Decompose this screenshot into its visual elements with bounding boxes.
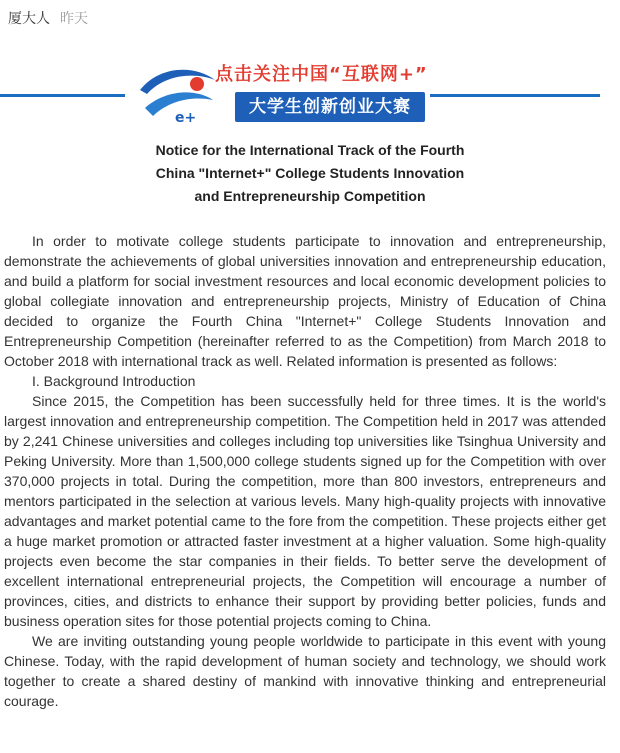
competition-banner[interactable] [135, 52, 435, 132]
banner-tagline: 点击关注中国“互联网+” [215, 64, 428, 85]
banner-line-left [0, 94, 125, 97]
paragraph-background: Since 2015, the Competition has been successfully held for three times. It is the world's largest innovation and entrepreneurship competition. The Competition held in 2017 was attended by 2,241 Chinese universities and colleges including top universities like Tsinghua University and Peking University. More than 1,500,000 college students signed up for the Competition with over 370,000 projects in total. During the competition, more than 800 investors, entrepreneurs and mentors participated in the selection at various levels. Many high-quality projects with innovative advantages and market potential came to the fore from the competition. These projects either get a huge market promotion or attracted faster investment at a higher valuation. Some high-quality projects even become the star companies in their fields. To better serve the development of excellent international entrepreneurial projects, the Competition will encourage a number of provinces, cities, and districts to enhance their support by providing better policies, funds and business operation sites for those potential projects coming to China. [4, 393, 606, 629]
paragraph-invitation: We are inviting outstanding young people worldwide to participate in this event with young Chinese. Today, with the rapid development of human society and technology, we should work together to create a shared destiny of mankind with innovative thinking and entrepreneurial courage. [4, 633, 606, 709]
author-name[interactable]: 厦大人 [8, 10, 50, 26]
title-line-2: China "Internet+" College Students Innovation [155, 165, 465, 181]
post-time: 昨天 [60, 10, 88, 26]
notice-title [0, 139, 620, 208]
banner-plate: 大学生创新创业大赛 [235, 92, 425, 122]
svg-text:e+: e+ [175, 110, 197, 126]
section-heading-background: I. Background Introduction [32, 373, 196, 389]
paragraph-intro: In order to motivate college students participate to innovation and entrepreneurship, demonstrate the achievements of global universities innovation and entrepreneurship education, and build a platform for social investment resources and local economic development policies to global collegiate innovation and entrepreneurship projects, Ministry of Education of China decided to organize the Fourth China "Internet+" College Students Innovation and Entrepreneurship Competition (hereinafter referred to as the Competition) from March 2018 to October 2018 with international track as well. Related information is presented as follows: [4, 233, 606, 369]
title-line-3: and Entrepreneurship Competition [194, 188, 426, 204]
banner-line-right [430, 94, 600, 97]
notice-body [4, 231, 606, 711]
internet-plus-logo-icon [135, 60, 220, 130]
title-line-1: Notice for the International Track of the Fourth [155, 142, 465, 158]
post-meta [8, 8, 88, 28]
